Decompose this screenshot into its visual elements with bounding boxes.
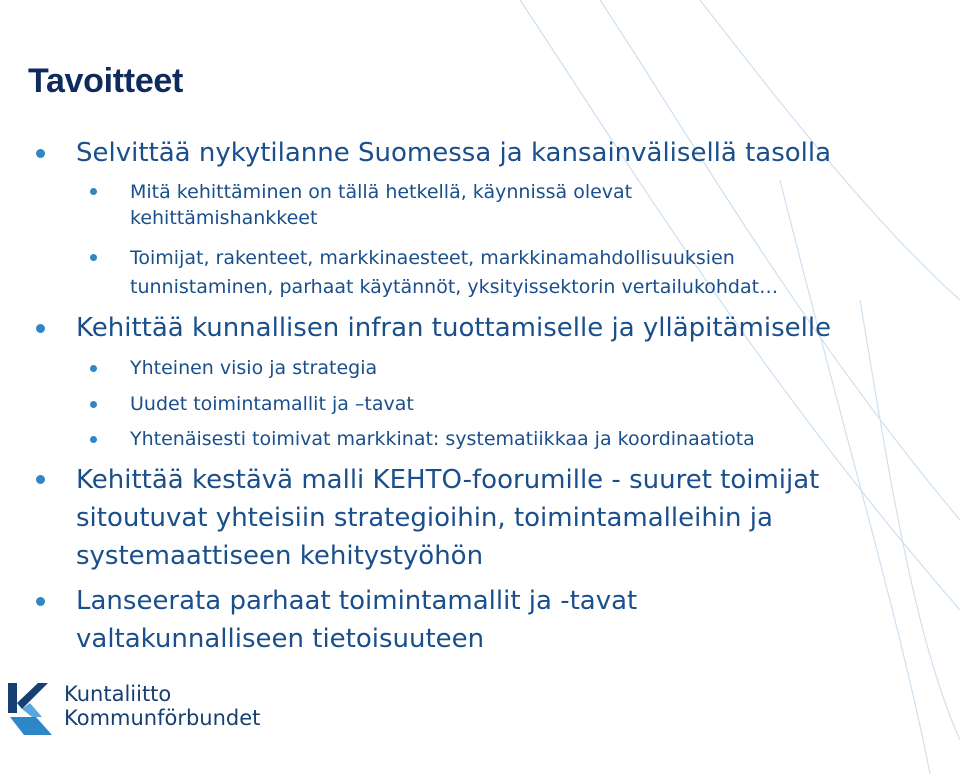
sub-item-text: Yhtenäisesti toimivat markkinat: systematiikkaa ja koordinaatiota [130, 428, 755, 450]
kuntaliitto-logo-icon [8, 683, 52, 735]
sub-bullet [90, 401, 97, 408]
sub-item-text: Mitä kehittäminen on tällä hetkellä, käynnissä olevat [130, 181, 633, 203]
list-item-text: systemaattiseen kehitystyöhön [76, 541, 484, 571]
sub-bullet [90, 436, 97, 443]
sub-item-text: Yhteinen visio ja strategia [130, 357, 378, 379]
sub-bullet [90, 254, 97, 261]
list-item-text: Kehittää kunnallisen infran tuottamiselle ja ylläpitämiselle [76, 313, 832, 343]
page-title: Tavoitteet [28, 62, 184, 100]
list-item-text: valtakunnalliseen tietoisuuteen [76, 624, 485, 654]
sub-item-text: Toimijat, rakenteet, markkinaesteet, markkinamahdollisuuksien [130, 247, 735, 269]
list-item-text: Selvittää nykytilanne Suomessa ja kansainvälisellä tasolla [76, 138, 832, 168]
list-item-text: Lanseerata parhaat toimintamallit ja -tavat [76, 586, 638, 616]
bullet [36, 597, 45, 606]
sub-item-text: kehittämishankkeet [130, 207, 318, 229]
bullet [36, 475, 45, 484]
bullet [36, 149, 45, 158]
list-item-text: sitoutuvat yhteisiin strategioihin, toimintamalleihin ja [76, 503, 773, 533]
bullet [36, 324, 45, 333]
logo-text-line1: Kuntaliitto [64, 682, 172, 706]
sub-bullet [90, 365, 97, 372]
list-item-text: Kehittää kestävä malli KEHTO-foorumille - suuret toimijat [76, 465, 820, 495]
sub-item-text: tunnistaminen, parhaat käytännöt, yksityissektorin vertailukohdat… [130, 276, 779, 298]
kuntaliitto-logo [8, 682, 261, 739]
sub-bullet [90, 188, 97, 195]
logo-text-line2: Kommunförbundet [64, 706, 261, 730]
sub-item-text: Uudet toimintamallit ja –tavat [130, 393, 414, 415]
